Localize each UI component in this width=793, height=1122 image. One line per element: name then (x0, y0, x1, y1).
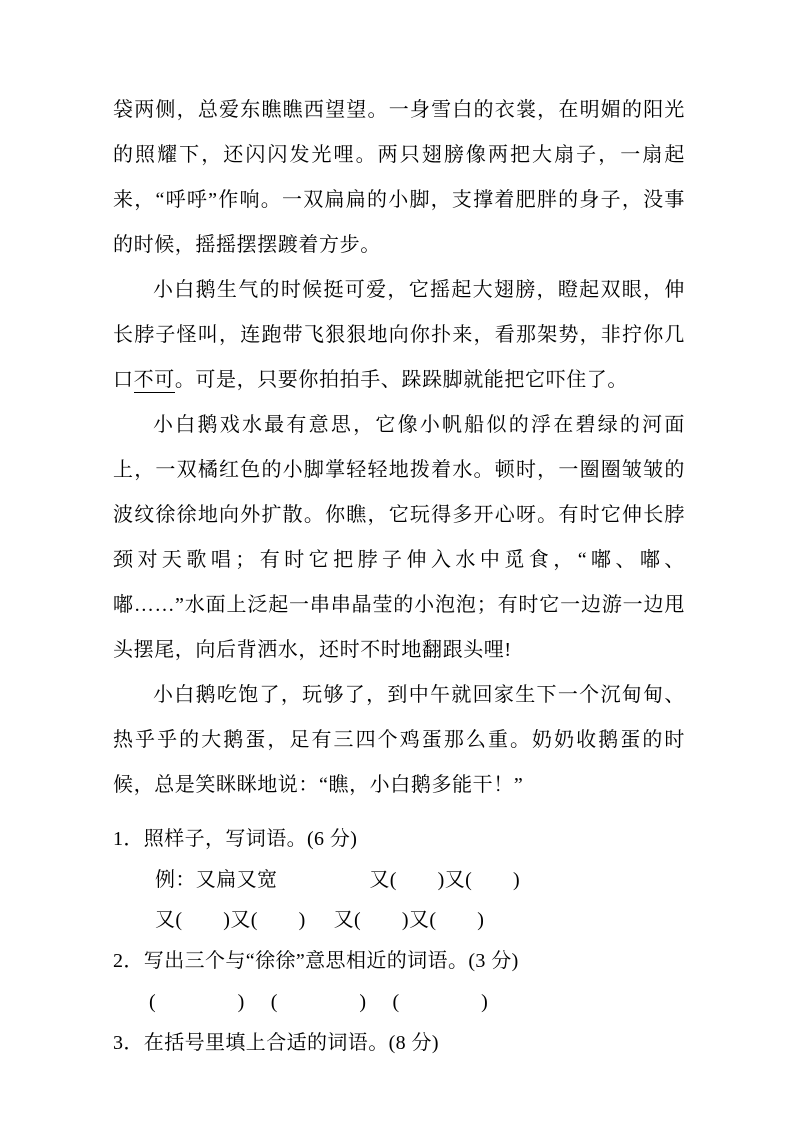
q2-answer-blank-1: ( ) (149, 991, 245, 1013)
question-1-title: 1．照样子，写词语。(6 分) (113, 828, 358, 850)
passage-paragraph-3: 小白鹅戏水最有意思，它像小帆船似的浮在碧绿的河面上，一双橘红色的小脚掌轻轻地拨着水。顿时，一圈圈皱皱的波纹徐徐地向外扩散。你瞧，它玩得多开心呀。有时它伸长脖颈对天歌唱；有时它把脖子伸入水中觅食，“嘟、嘟、嘟……”水面上泛起一串串晶莹的小泡泡；有时它一边游一边甩头摆尾，向后背洒水，还时不时地翻跟头哩! (113, 414, 685, 661)
question-1-example-row (113, 860, 693, 900)
passage-paragraph-4: 小白鹅吃饱了，玩够了，到中午就回家生下一个沉甸甸、热乎乎的大鹅蛋，足有三四个鸡蛋那么重。奶奶收鹅蛋的时候，总是笑眯眯地说：“瞧，小白鹅多能干！” (113, 684, 685, 796)
q2-answer-blank-2: ( ) (270, 991, 367, 1013)
question-2-blank-row (113, 982, 693, 1022)
reading-passage (113, 88, 685, 808)
q1-word-blank-3: 又( )又( ) (333, 909, 485, 931)
questions-section (113, 818, 693, 1064)
q1-example-label: 例：又扁又宽 (155, 869, 278, 891)
paragraph-2-text-before: 小白鹅生气的时候挺可爱，它摇起大翅膀，瞪起双眼，伸长脖子怪叫，连跑带飞狠狠地向你扑来，看那架势，非拧你几口 (113, 279, 685, 391)
q1-word-blank-2: 又( )又( ) (155, 909, 306, 931)
q1-word-blank-1: 又( )又( ) (369, 869, 521, 891)
question-2-title: 2．写出三个与“徐徐”意思相近的词语。(3 分) (113, 950, 519, 972)
q2-answer-blank-3: ( ) (392, 991, 489, 1013)
passage-paragraph-2 (113, 268, 685, 403)
paragraph-2-text-after: 。可是，只要你拍拍手、跺跺脚就能把它吓住了。 (174, 369, 629, 391)
emphasized-word: 不可 (133, 369, 175, 391)
passage-paragraph-1: 袋两侧，总爱东瞧瞧西望望。一身雪白的衣裳，在明媚的阳光的照耀下，还闪闪发光哩。两只翅膀像两把大扇子，一扇起来，“呼呼”作响。一双扁扁的小脚，支撑着肥胖的身子，没事的时候，摇摇摆摆踱着方步。 (113, 99, 685, 256)
question-1-blank-row (113, 900, 693, 940)
question-3-title: 3．在括号里填上合适的词语。(8 分) (113, 1032, 439, 1054)
